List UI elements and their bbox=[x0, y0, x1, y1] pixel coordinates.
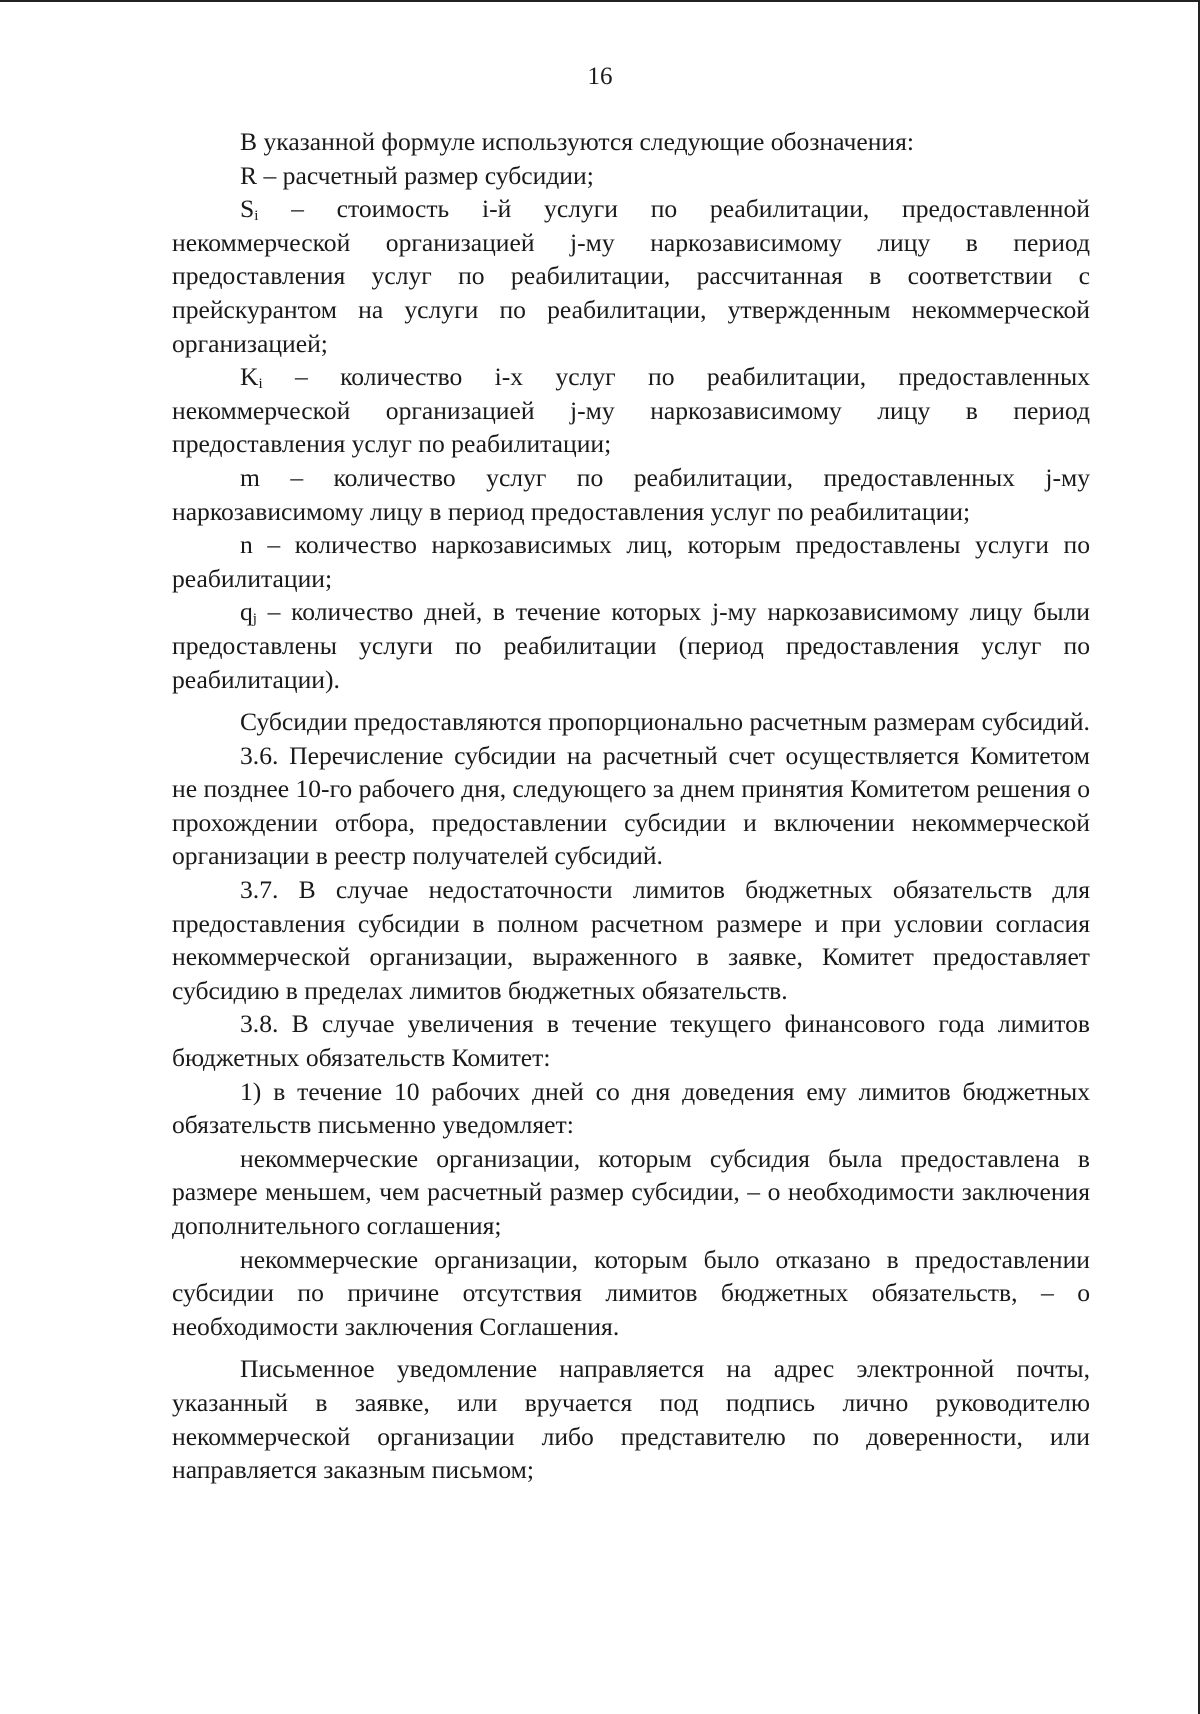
paragraph-intro: В указанной формуле используются следующие обозначения: bbox=[240, 127, 914, 156]
paragraph-3-7: 3.7. В случае недостаточности лимитов бюджетных обязательств для предоставления субсидии в полном расчетном размере и при условии согласия некоммерческой организации, выраженного в заявке, Комитет предоставляет субсидию в пределах лимитов бюджетных обязательств. bbox=[172, 875, 1090, 1005]
paragraph-nko-less: некоммерческие организации, которым субсидия была предоставлена в размере меньшем, чем расчетный размер субсидии, – о необходимости заключения дополнительного соглашения; bbox=[172, 1143, 1090, 1240]
formula-symbol-s: S bbox=[240, 194, 255, 224]
paragraph-proportional: Субсидии предоставляются пропорционально расчетным размерам субсидий. bbox=[240, 707, 1090, 737]
formula-subscript-i: i bbox=[254, 208, 259, 225]
paragraph-definition-k bbox=[172, 360, 1090, 461]
formula-subscript-i: i bbox=[258, 376, 263, 393]
page-number: 16 bbox=[587, 63, 613, 90]
formula-symbol-k: K bbox=[240, 362, 259, 392]
paragraph-3-8: 3.8. В случае увеличения в течение текущего финансового года лимитов бюджетных обязательств Комитет: bbox=[172, 1009, 1090, 1073]
paragraph-definition-n: n – количество наркозависимых лиц, которым предоставлены услуги по реабилитации; bbox=[172, 530, 1090, 593]
paragraph-notice: Письменное уведомление направляется на адрес электронной почты, указанный в заявке, или вручается под подпись лично руководителю некоммерческой организации либо представителю по доверенности, или направляется заказным письмом; bbox=[172, 1354, 1090, 1485]
paragraph-nko-refused: некоммерческие организации, которым было отказано в предоставлении субсидии по причине отсутствия лимитов бюджетных обязательств, – о необходимости заключения Соглашения. bbox=[172, 1244, 1090, 1341]
formula-symbol-q: q bbox=[240, 597, 253, 627]
definition-s-text: – стоимость i-й услуги по реабилитации, предоставленной некоммерческой организацией j-му наркозависимому лицу в период предоставления услуг по реабилитации, рассчитанная в соответствии с прейскурантом на услуги по реабилитации, утвержденным некоммерческой организацией; bbox=[172, 194, 1090, 358]
paragraph-definition-q bbox=[172, 595, 1090, 696]
paragraph-3-6: 3.6. Перечисление субсидии на расчетный счет осуществляется Комитетом не позднее 10-го рабочего дня, следующего за днем принятия Комитетом решения о прохождении отбора, предоставлении субсидии и включении некоммерческой организации в реестр получателей субсидий. bbox=[172, 740, 1090, 871]
paragraph-definition-s bbox=[172, 192, 1090, 360]
paragraph-definition-r: R – расчетный размер субсидии; bbox=[240, 160, 594, 190]
document-body bbox=[172, 125, 1090, 1487]
scan-border-top bbox=[0, 0, 1200, 2]
definition-k-text: – количество i-х услуг по реабилитации, предоставленных некоммерческой организацией j-му наркозависимому лицу в период предоставления услуг по реабилитации; bbox=[172, 362, 1090, 459]
paragraph-3-8-item-1: 1) в течение 10 рабочих дней со дня доведения ему лимитов бюджетных обязательств письменно уведомляет: bbox=[172, 1076, 1090, 1140]
definition-q-text: – количество дней, в течение которых j-му наркозависимому лицу были предоставлены услуги по реабилитации (период предоставления услуг по реабилитации). bbox=[172, 597, 1090, 694]
paragraph-definition-m: m – количество услуг по реабилитации, предоставленных j-му наркозависимому лицу в период предоставления услуг по реабилитации; bbox=[172, 462, 1090, 526]
formula-subscript-j: j bbox=[252, 611, 257, 628]
